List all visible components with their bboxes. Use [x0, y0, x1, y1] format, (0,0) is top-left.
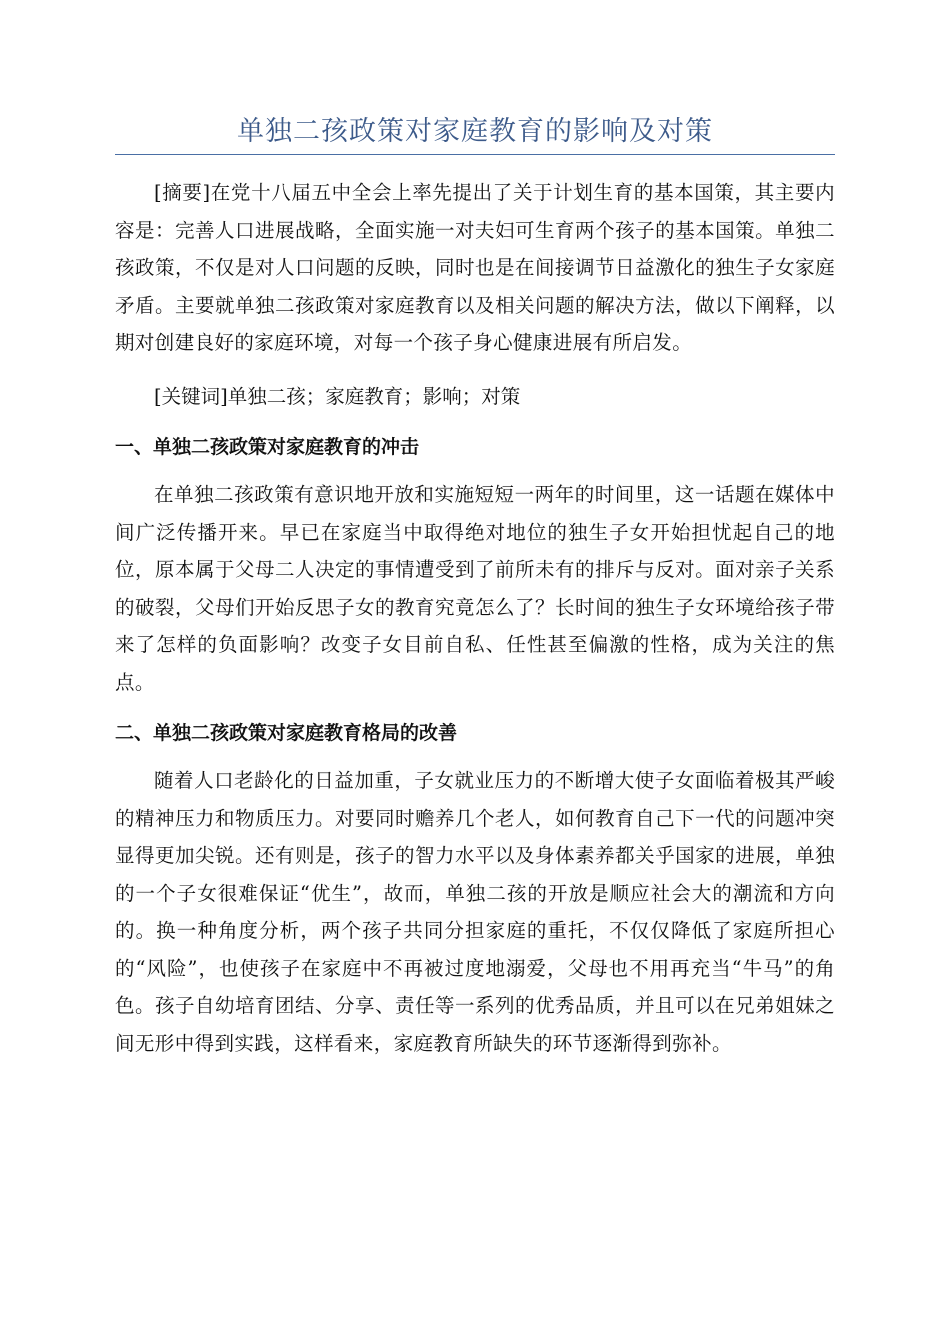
section-2-heading: 二、单独二孩政策对家庭教育格局的改善	[115, 722, 458, 744]
keywords-line: [关键词]单独二孩；家庭教育；影响；对策	[154, 384, 521, 408]
document-title: 单独二孩政策对家庭教育的影响及对策	[237, 116, 713, 147]
section-1-heading: 一、单独二孩政策对家庭教育的冲击	[115, 436, 420, 458]
document-body	[115, 174, 835, 1062]
title-underline	[115, 154, 835, 155]
section-2-body: 随着人口老龄化的日益加重，子女就业压力的不断增大使子女面临着极其严峻的精神压力和物质压力。对要同时赡养几个老人，如何教育自己下一代的问题冲突显得更加尖锐。还有则是，孩子的智力水平以及身体素养都关乎国家的进展，单独的一个子女很难保证“优生”，故而，单独二孩的开放是顺应社会大的潮流和方向的。换一种角度分析，两个孩子共同分担家庭的重托，不仅仅降低了家庭所担心的“风险”，也使孩子在家庭中不再被过度地溺爱，父母也不用再充当“牛马”的角色。孩子自幼培育团结、分享、责任等一系列的优秀品质，并且可以在兄弟姐妹之间无形中得到实践，这样看来，家庭教育所缺失的环节逐渐得到弥补。	[115, 769, 835, 1055]
section-1-body: 在单独二孩政策有意识地开放和实施短短一两年的时间里，这一话题在媒体中间广泛传播开来。早已在家庭当中取得绝对地位的独生子女开始担忧起自己的地位，原本属于父母二人决定的事情遭受到了前所未有的排斥与反对。面对亲子关系的破裂，父母们开始反思子女的教育究竟怎么了？长时间的独生子女环境给孩子带来了怎样的负面影响？改变子女目前自私、任性甚至偏激的性格，成为关注的焦点。	[115, 483, 835, 694]
abstract-paragraph: [摘要]在党十八届五中全会上率先提出了关于计划生育的基本国策，其主要内容是：完善人口进展战略，全面实施一对夫妇可生育两个孩子的基本国策。单独二孩政策，不仅是对人口问题的反映，同时也是在间接调节日益激化的独生子女家庭矛盾。主要就单独二孩政策对家庭教育以及相关问题的解决方法，做以下阐释，以期对创建良好的家庭环境，对每一个孩子身心健康进展有所启发。	[115, 181, 835, 354]
